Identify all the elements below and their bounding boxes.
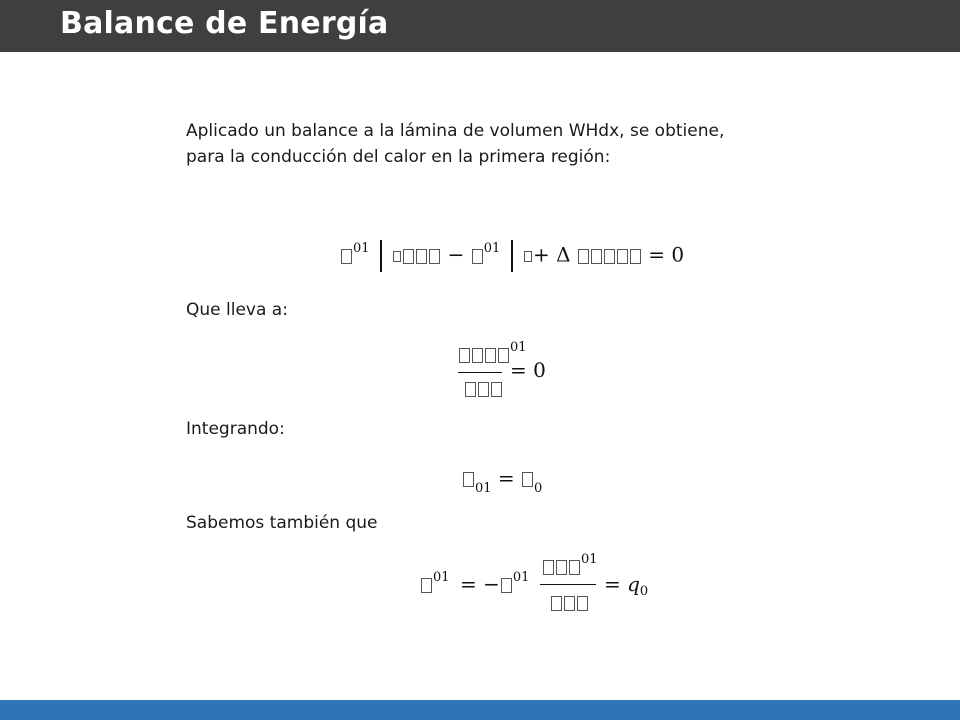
intro-line-2: para la conducción del calor en la primera región: (186, 147, 611, 167)
eq-symbol-placeholder (543, 560, 554, 575)
footer-bar (0, 700, 960, 720)
intro-paragraph (186, 118, 724, 170)
eq-subscript: 0 (534, 481, 543, 496)
eq-symbol-placeholder (604, 249, 615, 264)
eq-symbol-placeholder (459, 348, 470, 363)
eq-superscript: 01 (510, 340, 527, 355)
eval-bar (380, 240, 382, 272)
eq-subscript: 01 (475, 481, 492, 496)
eq-symbol-placeholder (416, 249, 427, 264)
title-bar (0, 0, 960, 52)
fraction-line (458, 372, 502, 373)
eq-equals: = 0 (648, 242, 685, 267)
integrando-label: Integrando: (186, 419, 285, 439)
eq-symbol-placeholder (630, 249, 641, 264)
eq-symbol-placeholder (429, 249, 440, 264)
fraction-line (540, 584, 596, 585)
eq-superscript: 01 (483, 240, 501, 256)
eq-symbol-placeholder (472, 249, 483, 264)
eq-superscript: 01 (433, 570, 450, 585)
eq-equals-q: = q (604, 572, 640, 596)
eq-equals-neg: = − (460, 572, 500, 596)
intro-line-1: Aplicado un balance a la lámina de volumen WHdx, se obtiene, (186, 121, 725, 141)
equation-integrated (462, 466, 543, 496)
eq-denominator (550, 590, 589, 614)
eq-symbol-placeholder (577, 596, 588, 611)
eq-symbol-placeholder (465, 382, 476, 397)
equation-fourier (420, 552, 660, 612)
eq-rhs (604, 572, 649, 599)
eq-symbol-placeholder (522, 472, 533, 487)
eq-symbol-placeholder (478, 382, 489, 397)
eq-lhs (420, 572, 450, 596)
eq-symbol-placeholder (403, 249, 414, 264)
eq-symbol-placeholder (393, 251, 401, 262)
eq-subscript: 0 (639, 584, 649, 599)
eq-superscript: 01 (353, 240, 370, 256)
eq-symbol-placeholder (501, 578, 512, 593)
eq-superscript: 01 (581, 552, 598, 567)
eq-symbol-placeholder (617, 249, 628, 264)
eq-denominator (464, 376, 503, 400)
eq-middle (460, 572, 529, 596)
eval-bar (511, 240, 513, 272)
eq-superscript: 01 (512, 570, 530, 585)
eq-symbol-placeholder (524, 251, 532, 262)
eq-symbol-placeholder (556, 560, 567, 575)
que-lleva-label: Que lleva a: (186, 300, 288, 320)
equation-derivative (458, 340, 568, 400)
eq-numerator (542, 554, 598, 578)
eq-symbol-placeholder (564, 596, 575, 611)
eq-equals: = (497, 466, 515, 490)
eq-symbol-placeholder (472, 348, 483, 363)
eq-operator: − (447, 242, 465, 267)
eq-equals: = 0 (510, 358, 546, 382)
eq-symbol-placeholder (578, 249, 589, 264)
sabemos-label: Sabemos también que (186, 513, 378, 533)
eq-symbol-placeholder (591, 249, 602, 264)
eq-symbol-placeholder (491, 382, 502, 397)
equation-balance (340, 240, 684, 272)
eq-symbol-placeholder (551, 596, 562, 611)
slide-title: Balance de Energía (60, 6, 389, 41)
eq-symbol-placeholder (341, 249, 352, 264)
eq-symbol-placeholder (498, 348, 509, 363)
eq-symbol-placeholder (485, 348, 496, 363)
eq-symbol-placeholder (569, 560, 580, 575)
eq-symbol-placeholder (463, 472, 474, 487)
eq-symbol-placeholder (421, 578, 432, 593)
eq-operator: + Δ (533, 242, 571, 267)
